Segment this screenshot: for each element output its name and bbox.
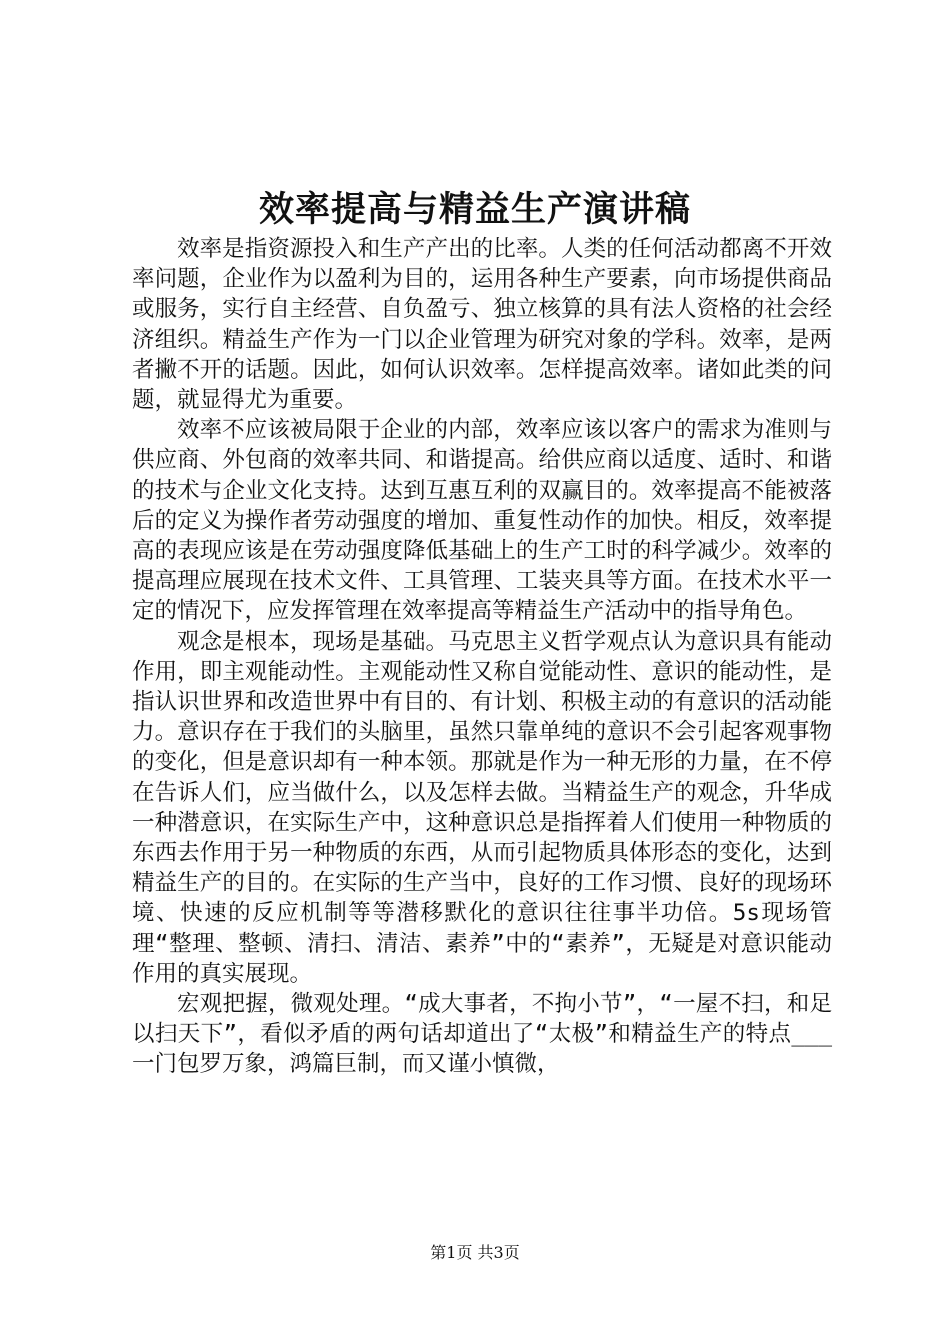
paragraph: 效率不应该被局限于企业的内部，效率应该以客户的需求为准则与供应商、外包商的效率共同、和谐提高。给供应商以适度、适时、和谐的技术与企业文化支持。达到互惠互利的双赢目的。效率提高不能被落后的定义为操作者劳动强度的增加、重复性动作的加快。相反，效率提高的表现应该是在劳动强度降低基础上的生产工时的科学减少。效率的提高理应展现在技术文件、工具管理、工装夹具等方面。在技术水平一定的情况下，应发挥管理在效率提高等精益生产活动中的指导角色。 [132,417,832,625]
page-number-footer: 第1页 共3页 [430,1243,520,1262]
paragraph: 宏观把握，微观处理。“成大事者，不拘小节”，“一屋不扫，和足以扫天下”，看似矛盾的两句话却道出了“太极”和精益生产的特点___一门包罗万象，鸿篇巨制，而又谨小慎微， [132,991,832,1078]
paragraph: 效率是指资源投入和生产产出的比率。人类的任何活动都离不开效率问题，企业作为以盈利为目的，运用各种生产要素，向市场提供商品或服务，实行自主经营、自负盈亏、独立核算的具有法人资格的社会经济组织。精益生产作为一门以企业管理为研究对象的学科。效率，是两者撇不开的话题。因此，如何认识效率。怎样提高效率。诸如此类的问题，就显得尤为重要。 [132,236,832,414]
document-body [132,234,832,1080]
paragraph: 观念是根本，现场是基础。马克思主义哲学观点认为意识具有能动作用，即主观能动性。主观能动性又称自觉能动性、意识的能动性，是指认识世界和改造世界中有目的、有计划、积极主动的有意识的活动能力。意识存在于我们的头脑里，虽然只靠单纯的意识不会引起客观事物的变化，但是意识却有一种本领。那就是作为一种无形的力量，在不停在告诉人们，应当做什么，以及怎样去做。当精益生产的观念，升华成一种潜意识，在实际生产中，这种意识总是指挥着人们使用一种物质的东西去作用于另一种物质的东西，从而引起物质具体形态的变化，达到精益生产的目的。在实际的生产当中，良好的工作习惯、良好的现场环境、快速的反应机制等等潜移默化的意识往往事半功倍。5s现场管理“整理、整顿、清扫、清洁、素养”中的“素养”，无疑是对意识能动作用的真实展现。 [132,628,832,987]
document-title: 效率提高与精益生产演讲稿 [258,189,691,230]
